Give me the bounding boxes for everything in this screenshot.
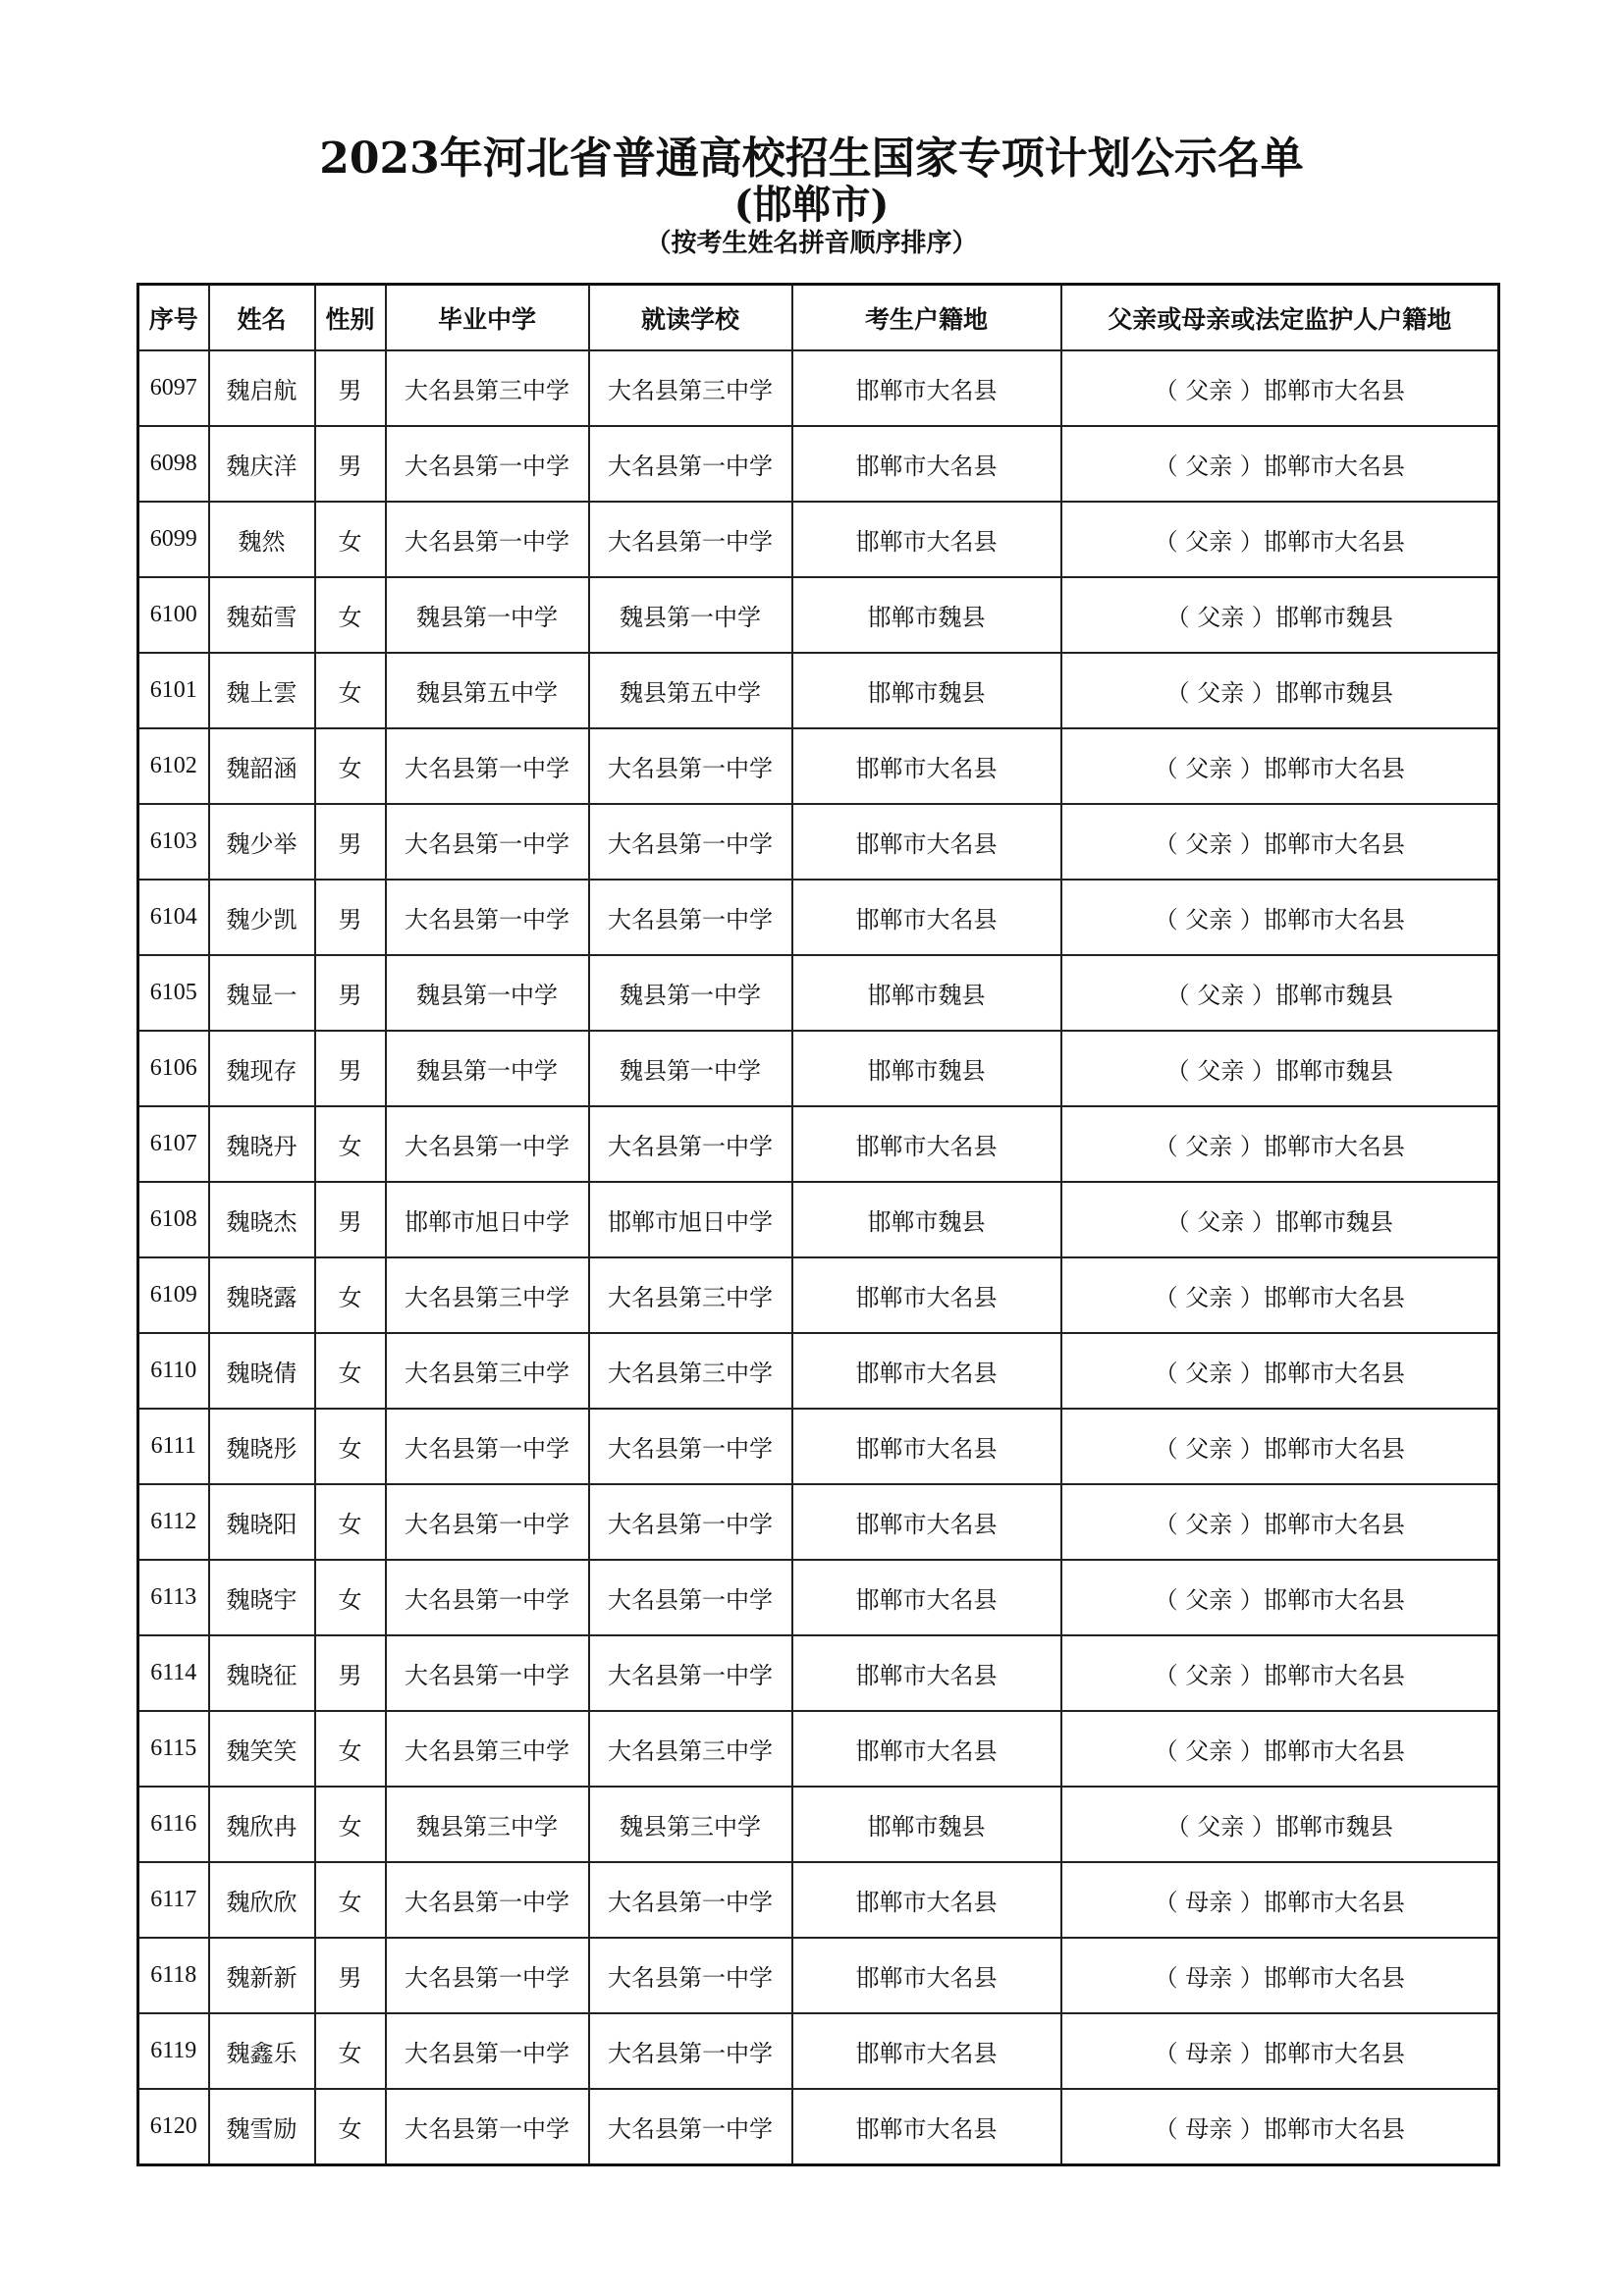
cell-index: 6116	[138, 1787, 209, 1862]
cell-index: 6117	[138, 1862, 209, 1938]
cell-gender: 男	[315, 1182, 386, 1257]
cell-gender: 女	[315, 2013, 386, 2089]
cell-current-school: 魏县第一中学	[589, 1031, 792, 1106]
cell-graduated-school: 大名县第一中学	[386, 1106, 589, 1182]
page-title: 2023年河北省普通高校招生国家专项计划公示名单	[319, 133, 1304, 184]
cell-gender: 女	[315, 1711, 386, 1787]
cell-graduated-school: 魏县第五中学	[386, 653, 589, 728]
cell-gender: 女	[315, 1257, 386, 1333]
cell-student-domicile: 邯郸市大名县	[792, 1862, 1061, 1938]
cell-index: 6106	[138, 1031, 209, 1106]
cell-student-domicile: 邯郸市大名县	[792, 1635, 1061, 1711]
cell-name: 魏雪励	[209, 2089, 315, 2165]
cell-student-domicile: 邯郸市魏县	[792, 1031, 1061, 1106]
cell-student-domicile: 邯郸市大名县	[792, 1938, 1061, 2013]
cell-index: 6104	[138, 880, 209, 955]
cell-name: 魏庆洋	[209, 426, 315, 502]
cell-name: 魏启航	[209, 350, 315, 426]
cell-current-school: 大名县第三中学	[589, 1711, 792, 1787]
cell-guardian-domicile: （ 父亲 ）邯郸市大名县	[1061, 502, 1499, 577]
cell-guardian-domicile: （ 父亲 ）邯郸市大名县	[1061, 1106, 1499, 1182]
table-row	[138, 502, 1499, 577]
cell-name: 魏晓阳	[209, 1484, 315, 1560]
table-row	[138, 880, 1499, 955]
cell-name: 魏笑笑	[209, 1711, 315, 1787]
cell-index: 6110	[138, 1333, 209, 1409]
cell-graduated-school: 大名县第一中学	[386, 502, 589, 577]
cell-guardian-domicile: （ 父亲 ）邯郸市大名县	[1061, 1333, 1499, 1409]
cell-index: 6107	[138, 1106, 209, 1182]
cell-guardian-domicile: （ 父亲 ）邯郸市魏县	[1061, 653, 1499, 728]
cell-name: 魏茹雪	[209, 577, 315, 653]
cell-gender: 女	[315, 1106, 386, 1182]
table-row	[138, 2013, 1499, 2089]
cell-gender: 女	[315, 728, 386, 804]
cell-name: 魏少凯	[209, 880, 315, 955]
cell-index: 6101	[138, 653, 209, 728]
table-row	[138, 955, 1499, 1031]
cell-student-domicile: 邯郸市魏县	[792, 1182, 1061, 1257]
cell-gender: 男	[315, 880, 386, 955]
cell-student-domicile: 邯郸市大名县	[792, 426, 1061, 502]
cell-name: 魏上雲	[209, 653, 315, 728]
table-row	[138, 1635, 1499, 1711]
cell-name: 魏少举	[209, 804, 315, 880]
cell-current-school: 魏县第一中学	[589, 577, 792, 653]
table-row	[138, 1484, 1499, 1560]
cell-current-school: 大名县第三中学	[589, 350, 792, 426]
cell-graduated-school: 大名县第一中学	[386, 728, 589, 804]
cell-guardian-domicile: （ 父亲 ）邯郸市魏县	[1061, 955, 1499, 1031]
cell-student-domicile: 邯郸市大名县	[792, 804, 1061, 880]
cell-current-school: 魏县第五中学	[589, 653, 792, 728]
cell-index: 6118	[138, 1938, 209, 2013]
table-row	[138, 1333, 1499, 1409]
cell-current-school: 大名县第一中学	[589, 2089, 792, 2165]
cell-name: 魏晓倩	[209, 1333, 315, 1409]
table-row	[138, 1560, 1499, 1635]
table-row	[138, 1257, 1499, 1333]
table-body	[138, 350, 1499, 2165]
cell-guardian-domicile: （ 父亲 ）邯郸市大名县	[1061, 1484, 1499, 1560]
cell-student-domicile: 邯郸市大名县	[792, 1409, 1061, 1484]
city-subtitle: (邯郸市)	[733, 182, 890, 228]
cell-name: 魏然	[209, 502, 315, 577]
table-row	[138, 350, 1499, 426]
cell-student-domicile: 邯郸市魏县	[792, 1787, 1061, 1862]
cell-graduated-school: 魏县第一中学	[386, 577, 589, 653]
cell-student-domicile: 邯郸市大名县	[792, 350, 1061, 426]
cell-gender: 男	[315, 804, 386, 880]
cell-student-domicile: 邯郸市大名县	[792, 1257, 1061, 1333]
cell-gender: 女	[315, 502, 386, 577]
cell-guardian-domicile: （ 父亲 ）邯郸市大名县	[1061, 426, 1499, 502]
cell-current-school: 大名县第一中学	[589, 426, 792, 502]
cell-index: 6113	[138, 1560, 209, 1635]
cell-guardian-domicile: （ 父亲 ）邯郸市魏县	[1061, 1182, 1499, 1257]
cell-guardian-domicile: （ 母亲 ）邯郸市大名县	[1061, 2013, 1499, 2089]
table-row	[138, 1862, 1499, 1938]
cell-student-domicile: 邯郸市大名县	[792, 1560, 1061, 1635]
cell-current-school: 大名县第一中学	[589, 1938, 792, 2013]
cell-guardian-domicile: （ 父亲 ）邯郸市大名县	[1061, 1711, 1499, 1787]
cell-gender: 女	[315, 577, 386, 653]
cell-guardian-domicile: （ 父亲 ）邯郸市大名县	[1061, 350, 1499, 426]
cell-name: 魏晓宇	[209, 1560, 315, 1635]
cell-index: 6098	[138, 426, 209, 502]
cell-gender: 女	[315, 653, 386, 728]
cell-student-domicile: 邯郸市大名县	[792, 2089, 1061, 2165]
cell-student-domicile: 邯郸市大名县	[792, 1106, 1061, 1182]
cell-guardian-domicile: （ 父亲 ）邯郸市魏县	[1061, 577, 1499, 653]
cell-index: 6097	[138, 350, 209, 426]
cell-name: 魏欣冉	[209, 1787, 315, 1862]
cell-graduated-school: 大名县第三中学	[386, 350, 589, 426]
cell-student-domicile: 邯郸市大名县	[792, 502, 1061, 577]
cell-graduated-school: 邯郸市旭日中学	[386, 1182, 589, 1257]
cell-index: 6111	[138, 1409, 209, 1484]
cell-graduated-school: 大名县第一中学	[386, 880, 589, 955]
table-row	[138, 728, 1499, 804]
cell-guardian-domicile: （ 母亲 ）邯郸市大名县	[1061, 2089, 1499, 2165]
header-name: 姓名	[209, 285, 315, 351]
cell-index: 6119	[138, 2013, 209, 2089]
cell-index: 6109	[138, 1257, 209, 1333]
cell-current-school: 邯郸市旭日中学	[589, 1182, 792, 1257]
table-row	[138, 426, 1499, 502]
cell-graduated-school: 大名县第三中学	[386, 1711, 589, 1787]
cell-name: 魏鑫乐	[209, 2013, 315, 2089]
cell-graduated-school: 大名县第一中学	[386, 804, 589, 880]
cell-graduated-school: 大名县第一中学	[386, 1560, 589, 1635]
cell-index: 6114	[138, 1635, 209, 1711]
cell-graduated-school: 魏县第三中学	[386, 1787, 589, 1862]
cell-current-school: 大名县第一中学	[589, 804, 792, 880]
cell-guardian-domicile: （ 父亲 ）邯郸市魏县	[1061, 1031, 1499, 1106]
header-graduated-school: 毕业中学	[386, 285, 589, 351]
cell-gender: 女	[315, 1409, 386, 1484]
cell-current-school: 大名县第一中学	[589, 502, 792, 577]
cell-current-school: 大名县第一中学	[589, 1484, 792, 1560]
cell-student-domicile: 邯郸市魏县	[792, 653, 1061, 728]
cell-current-school: 魏县第一中学	[589, 955, 792, 1031]
table-header-row	[138, 285, 1499, 351]
cell-gender: 女	[315, 2089, 386, 2165]
cell-graduated-school: 大名县第一中学	[386, 426, 589, 502]
cell-current-school: 大名县第一中学	[589, 880, 792, 955]
cell-name: 魏新新	[209, 1938, 315, 2013]
cell-gender: 男	[315, 350, 386, 426]
cell-current-school: 魏县第三中学	[589, 1787, 792, 1862]
sort-note: （按考生姓名拼音顺序排序）	[645, 229, 978, 258]
cell-guardian-domicile: （ 父亲 ）邯郸市大名县	[1061, 1409, 1499, 1484]
table-row	[138, 1711, 1499, 1787]
table-row	[138, 653, 1499, 728]
cell-graduated-school: 大名县第三中学	[386, 1333, 589, 1409]
cell-graduated-school: 大名县第一中学	[386, 1409, 589, 1484]
cell-current-school: 大名县第一中学	[589, 1106, 792, 1182]
cell-gender: 男	[315, 1031, 386, 1106]
cell-current-school: 大名县第一中学	[589, 1560, 792, 1635]
cell-graduated-school: 魏县第一中学	[386, 955, 589, 1031]
header-current-school: 就读学校	[589, 285, 792, 351]
cell-name: 魏现存	[209, 1031, 315, 1106]
cell-gender: 女	[315, 1787, 386, 1862]
cell-graduated-school: 大名县第一中学	[386, 1938, 589, 2013]
table-row	[138, 804, 1499, 880]
cell-graduated-school: 大名县第一中学	[386, 2089, 589, 2165]
cell-graduated-school: 大名县第一中学	[386, 2013, 589, 2089]
cell-graduated-school: 大名县第一中学	[386, 1484, 589, 1560]
cell-student-domicile: 邯郸市大名县	[792, 2013, 1061, 2089]
cell-graduated-school: 大名县第一中学	[386, 1635, 589, 1711]
cell-current-school: 大名县第一中学	[589, 728, 792, 804]
cell-name: 魏晓露	[209, 1257, 315, 1333]
cell-gender: 男	[315, 1938, 386, 2013]
cell-name: 魏晓丹	[209, 1106, 315, 1182]
table-row	[138, 1409, 1499, 1484]
cell-gender: 女	[315, 1862, 386, 1938]
cell-index: 6105	[138, 955, 209, 1031]
cell-index: 6108	[138, 1182, 209, 1257]
cell-current-school: 大名县第一中学	[589, 1635, 792, 1711]
cell-guardian-domicile: （ 父亲 ）邯郸市大名县	[1061, 880, 1499, 955]
cell-student-domicile: 邯郸市魏县	[792, 577, 1061, 653]
table-row	[138, 1787, 1499, 1862]
table-row	[138, 1182, 1499, 1257]
cell-guardian-domicile: （ 父亲 ）邯郸市大名县	[1061, 1560, 1499, 1635]
header-guardian-domicile: 父亲或母亲或法定监护人户籍地	[1061, 285, 1499, 351]
cell-guardian-domicile: （ 父亲 ）邯郸市魏县	[1061, 1787, 1499, 1862]
table-row	[138, 1106, 1499, 1182]
table-row	[138, 577, 1499, 653]
cell-index: 6120	[138, 2089, 209, 2165]
table-row	[138, 1031, 1499, 1106]
cell-index: 6100	[138, 577, 209, 653]
cell-student-domicile: 邯郸市大名县	[792, 1484, 1061, 1560]
cell-gender: 女	[315, 1560, 386, 1635]
cell-guardian-domicile: （ 父亲 ）邯郸市大名县	[1061, 1257, 1499, 1333]
header-gender: 性别	[315, 285, 386, 351]
cell-gender: 女	[315, 1333, 386, 1409]
cell-graduated-school: 大名县第三中学	[386, 1257, 589, 1333]
header-index: 序号	[138, 285, 209, 351]
cell-guardian-domicile: （ 母亲 ）邯郸市大名县	[1061, 1862, 1499, 1938]
cell-gender: 男	[315, 426, 386, 502]
cell-gender: 男	[315, 955, 386, 1031]
cell-index: 6115	[138, 1711, 209, 1787]
cell-graduated-school: 大名县第一中学	[386, 1862, 589, 1938]
cell-current-school: 大名县第三中学	[589, 1257, 792, 1333]
cell-name: 魏晓杰	[209, 1182, 315, 1257]
cell-index: 6102	[138, 728, 209, 804]
cell-student-domicile: 邯郸市魏县	[792, 955, 1061, 1031]
cell-name: 魏韶涵	[209, 728, 315, 804]
cell-index: 6112	[138, 1484, 209, 1560]
student-roster-table	[136, 283, 1500, 2166]
cell-graduated-school: 魏县第一中学	[386, 1031, 589, 1106]
table-row	[138, 2089, 1499, 2165]
cell-index: 6103	[138, 804, 209, 880]
cell-guardian-domicile: （ 母亲 ）邯郸市大名县	[1061, 1938, 1499, 2013]
cell-student-domicile: 邯郸市大名县	[792, 1711, 1061, 1787]
cell-name: 魏晓征	[209, 1635, 315, 1711]
table-row	[138, 1938, 1499, 2013]
cell-current-school: 大名县第三中学	[589, 1333, 792, 1409]
header-student-domicile: 考生户籍地	[792, 285, 1061, 351]
cell-name: 魏欣欣	[209, 1862, 315, 1938]
cell-current-school: 大名县第一中学	[589, 2013, 792, 2089]
cell-guardian-domicile: （ 父亲 ）邯郸市大名县	[1061, 1635, 1499, 1711]
cell-student-domicile: 邯郸市大名县	[792, 728, 1061, 804]
cell-current-school: 大名县第一中学	[589, 1862, 792, 1938]
cell-guardian-domicile: （ 父亲 ）邯郸市大名县	[1061, 804, 1499, 880]
cell-student-domicile: 邯郸市大名县	[792, 1333, 1061, 1409]
cell-student-domicile: 邯郸市大名县	[792, 880, 1061, 955]
cell-gender: 男	[315, 1635, 386, 1711]
cell-name: 魏晓彤	[209, 1409, 315, 1484]
cell-index: 6099	[138, 502, 209, 577]
cell-name: 魏显一	[209, 955, 315, 1031]
cell-gender: 女	[315, 1484, 386, 1560]
cell-current-school: 大名县第一中学	[589, 1409, 792, 1484]
cell-guardian-domicile: （ 父亲 ）邯郸市大名县	[1061, 728, 1499, 804]
